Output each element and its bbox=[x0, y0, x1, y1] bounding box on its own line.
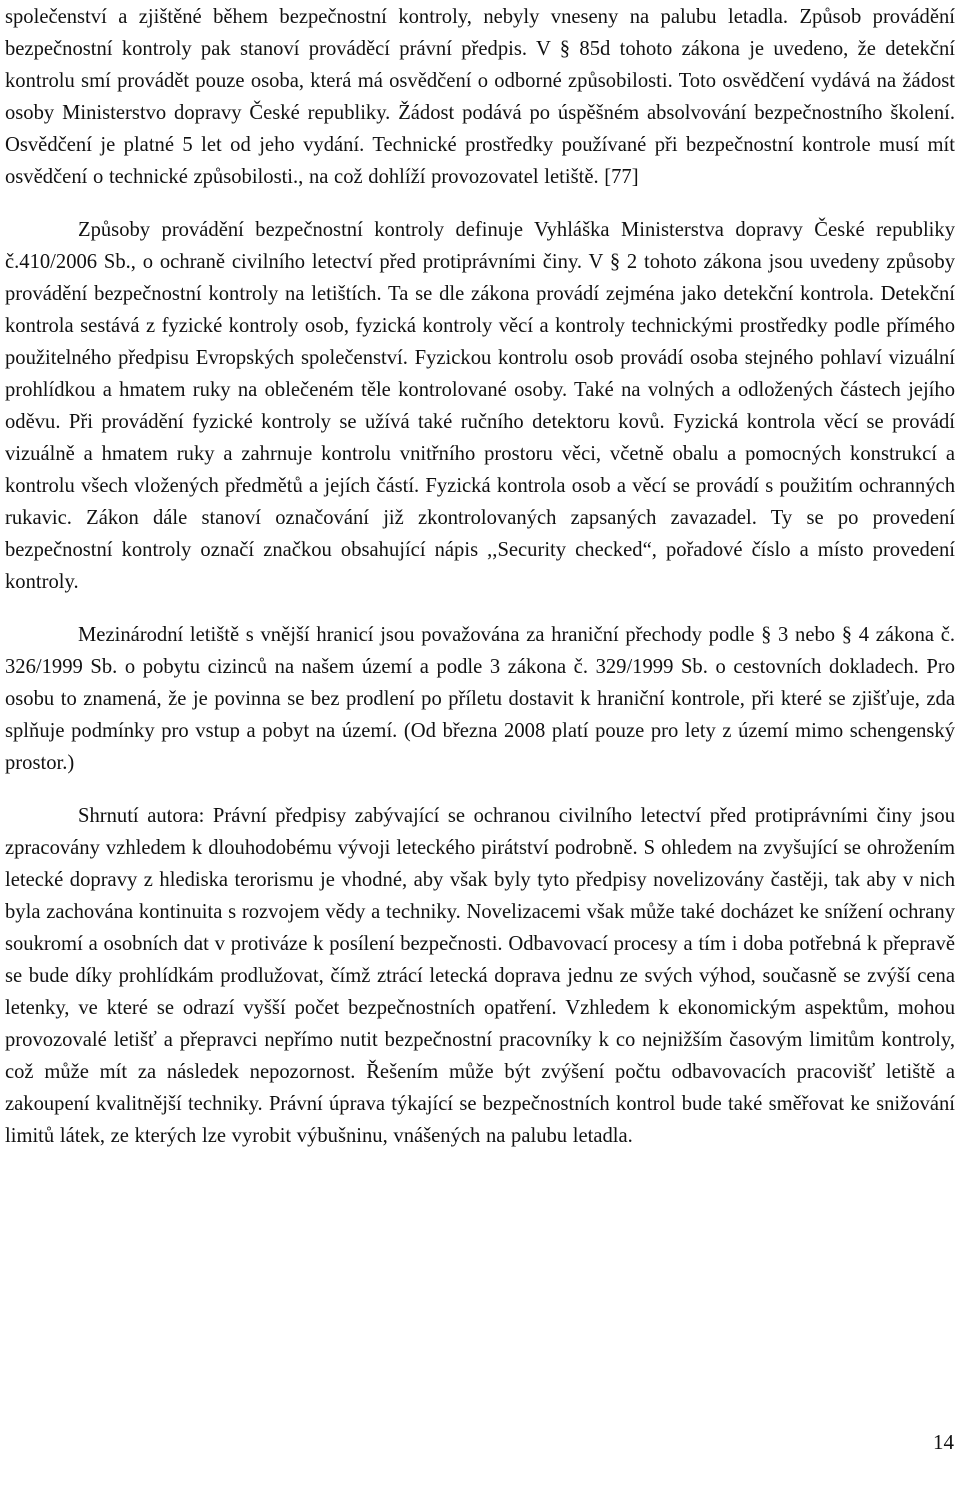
paragraph-security-methods: Způsoby provádění bezpečnostní kontroly definuje Vyhláška Ministerstva dopravy České republiky č.410/2006 Sb., o ochraně civilního letectví před protiprávními činy. V § 2 tohoto zákona jsou uvedeny způsoby provádění bezpečnostní kontroly na letištích. Ta se dle zákona provádí zejména jako detekční kontrola. Detekční kontrola sestává z fyzické kontroly osob, fyzická kontroly věcí a kontroly technickými prostředky podle přímého použitelného předpisu Evropských společenství. Fyzickou kontrolu osob provádí osoba stejného pohlaví vizuální prohlídkou a hmatem ruky na oblečeném těle kontrolované osoby. Také na volných a odložených částech jejího oděvu. Při provádění fyzické kontroly se užívá také ručního detektoru kovů. Fyzická kontrola věcí se provádí vizuálně a hmatem ruky a zahrnuje kontrolu vnitřního prostoru věci, včetně obalu a pomocných konstrukcí a kontrolu všech vložených předmětů a jejích částí. Fyzická kontrola osob a věcí se provádí s použitím ochranných rukavic. Zákon dále stanoví označování již zkontrolovaných zapsaných zavazadel. Ty se po provedení bezpečnostní kontroly označí značkou obsahující nápis ,,Security checked“, pořadové číslo a místo provedení kontroly. bbox=[5, 219, 955, 593]
paragraph-author-summary: Shrnutí autora: Právní předpisy zabývající se ochranou civilního letectví před protiprávními činy jsou zpracovány vzhledem k dlouhodobému vývoji leteckého pirátství podrobně. S ohledem na zvyšující se ohrožením letecké dopravy z hlediska terorismu je vhodné, aby však byly tyto předpisy novelizovány častěji, tak aby v nich byla zachována kontinuita s rozvojem vědy a techniky. Novelizacemi však může také docházet ke snížení ochrany soukromí a osobních dat v protiváze k posílení bezpečnosti. Odbavovací procesy a tím i doba potřebná k přepravě se bude díky prohlídkám prodlužovat, čímž ztrácí letecká doprava jednu ze svých výhod, současně se zvýší cena letenky, ve které se odrazí vyšší počet bezpečnostních opatření. Vzhledem k ekonomickým aspektům, mohou provozovalé letišť a přepravci nepřímo nutit bezpečnostní pracovníky k co nejnižším časovým limitům kontroly, což může mít za následek nepozornost. Řešením může být zvýšení počtu odbavovacích pracovišť letiště a zakoupení kvalitnější techniky. Právní úprava týkající se bezpečnostních kontrol bude také směřovat ke snižování limitů látek, ze kterých lze vyrobit výbušninu, vnášených na palubu letadla. bbox=[5, 805, 955, 1147]
page-number: 14 bbox=[933, 1430, 954, 1454]
paragraph-border-crossings: Mezinárodní letiště s vnější hranicí jsou považována za hraniční přechody podle § 3 nebo § 4 zákona č. 326/1999 Sb. o pobytu cizinců na našem území a podle 3 zákona č. 329/1999 Sb. o cestovních dokladech. Pro osobu to znamená, že je povinna se bez prodlení po příletu dostavit k hraniční kontrole, při které se zjišťuje, zda splňuje podmínky pro vstup a pobyt na území. (Od března 2008 platí pouze pro lety z území mimo schengenský prostor.) bbox=[5, 624, 955, 774]
document-page bbox=[5, 0, 955, 1152]
paragraph-security-certification: společenství a zjištěné během bezpečnostní kontroly, nebyly vneseny na palubu letadla. Způsob provádění bezpečnostní kontroly pak stanoví prováděcí právní předpis. V § 85d tohoto zákona je uvedeno, že detekční kontrolu smí provádět pouze osoba, která má osvědčení o odborné způsobilosti. Toto osvědčení vydává na žádost osoby Ministerstvo dopravy České republiky. Žádost podává po úspěšném absolvování bezpečnostního školení. Osvědčení je platné 5 let od jeho vydání. Technické prostředky používané při bezpečnostní kontrole musí mít osvědčení o technické způsobilosti., na což dohlíží provozovatel letiště. [77] bbox=[5, 6, 955, 188]
